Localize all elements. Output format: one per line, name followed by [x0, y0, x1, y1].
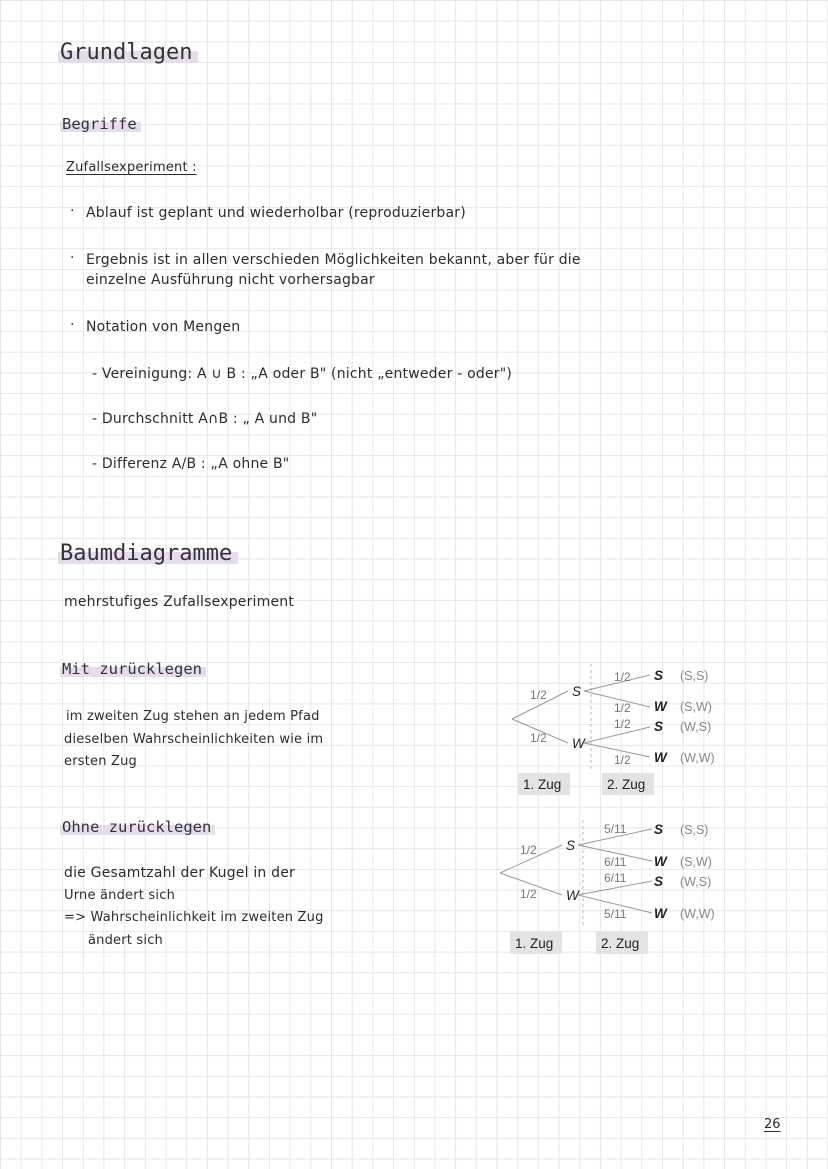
mit-text-line: ersten Zug — [64, 754, 137, 769]
bullet-ablauf: Ablauf ist geplant und wiederholbar (reproduzierbar) — [86, 205, 466, 221]
bullet-notation: Notation von Mengen — [86, 319, 241, 335]
bullet-ergebnis: Ergebnis ist in allen verschieden Möglichkeiten bekannt, aber für die — [86, 252, 581, 268]
stage-label-1: 1. Zug — [515, 936, 554, 951]
notation-differenz: - Differenz A/B : „A ohne B" — [92, 456, 290, 472]
tree-outcome-w: W — [654, 750, 667, 765]
tree-prob-second: 6/11 — [604, 855, 627, 869]
section-title-grundlagen: Grundlagen — [58, 40, 198, 65]
tree-outcome-s: S — [654, 719, 664, 734]
tree-prob-second: 1/2 — [614, 701, 631, 715]
bullet-dot: · — [70, 250, 75, 266]
tree-prob-second: 1/2 — [614, 670, 631, 684]
bullet-dot: · — [70, 203, 75, 219]
tree-result: (S,S) — [680, 669, 709, 683]
tree-node-s: S — [572, 684, 582, 699]
tree-node-w: W — [572, 736, 585, 751]
tree-prob-first: 1/2 — [530, 731, 547, 745]
ohne-text-line: Urne ändert sich — [64, 888, 176, 903]
tree-result: (S,S) — [680, 823, 709, 837]
tree-prob-first: 1/2 — [520, 843, 537, 857]
subsection-title-mit-zuruecklegen: Mit zurücklegen — [60, 660, 206, 678]
tree-result: (S,W) — [680, 700, 712, 714]
tree-node-s: S — [566, 838, 576, 853]
tree-result: (W,W) — [680, 907, 715, 921]
notation-durchschnitt: - Durchschnitt A∩B : „ A und B" — [92, 411, 318, 427]
tree-prob-first: 1/2 — [530, 688, 547, 702]
tree-prob-first: 1/2 — [520, 887, 537, 901]
stage-label-2: 2. Zug — [607, 777, 646, 792]
notation-vereinigung: - Vereinigung: A ∪ B : „A oder B" (nicht „entweder - oder") — [92, 366, 513, 382]
tree-result: (W,S) — [680, 875, 712, 889]
tree-result: (W,S) — [680, 720, 712, 734]
bullet-dot: · — [70, 317, 75, 333]
section-title-baumdiagramme: Baumdiagramme — [58, 541, 238, 566]
baumdiagramme-subtitle: mehrstufiges Zufallsexperiment — [64, 594, 295, 610]
ohne-text-line: ändert sich — [88, 933, 164, 948]
mit-text-line: dieselben Wahrscheinlichkeiten wie im — [64, 732, 324, 747]
tree-result: (W,W) — [680, 751, 715, 765]
stage-label-1: 1. Zug — [523, 777, 562, 792]
tree-outcome-s: S — [654, 822, 664, 837]
page-number: 26 — [764, 1117, 781, 1132]
tree-outcome-w: W — [654, 906, 667, 921]
tree-diagram-ohne-zuruecklegen — [492, 818, 732, 958]
ohne-text-line: => Wahrscheinlichkeit im zweiten Zug — [64, 910, 324, 925]
tree-diagram-mit-zuruecklegen — [500, 660, 740, 800]
ohne-text-line: die Gesamtzahl der Kugel in der — [64, 865, 296, 881]
tree-prob-second: 1/2 — [614, 753, 631, 767]
tree-prob-second: 1/2 — [614, 717, 631, 731]
zufallsexperiment-label: Zufallsexperiment : — [66, 160, 197, 175]
stage-label-2: 2. Zug — [601, 936, 640, 951]
subsection-title-begriffe: Begriffe — [60, 115, 141, 133]
mit-text-line: im zweiten Zug stehen an jedem Pfad — [66, 709, 320, 724]
bullet-ergebnis-cont: einzelne Ausführung nicht vorhersagbar — [86, 272, 375, 288]
tree-outcome-s: S — [654, 668, 664, 683]
tree-result: (S,W) — [680, 855, 712, 869]
tree-prob-second: 5/11 — [604, 822, 627, 836]
subsection-title-ohne-zuruecklegen: Ohne zurücklegen — [60, 818, 215, 836]
tree-node-w: W — [566, 888, 579, 903]
tree-outcome-w: W — [654, 854, 667, 869]
tree-outcome-w: W — [654, 699, 667, 714]
tree-outcome-s: S — [654, 874, 664, 889]
tree-prob-second: 5/11 — [604, 907, 627, 921]
tree-prob-second: 6/11 — [604, 871, 627, 885]
